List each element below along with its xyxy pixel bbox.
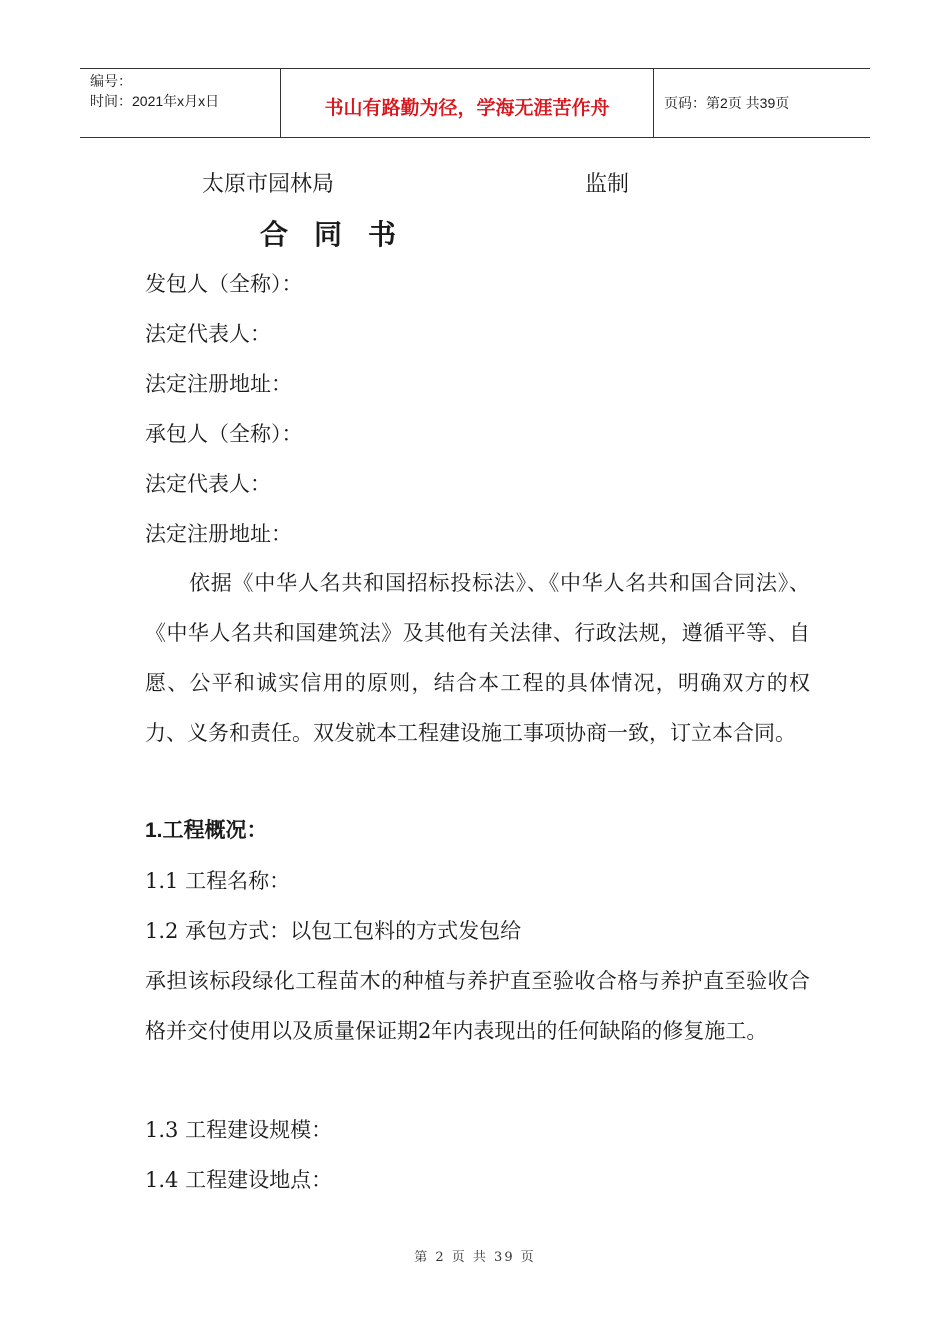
section-1-heading: 1.工程概况： xyxy=(145,819,268,842)
doc-number-label: 编号： xyxy=(90,73,132,89)
supervision-mark: 监制 xyxy=(585,172,630,197)
parties-block xyxy=(145,259,810,559)
party-contractor-name: 承包人（全称）： xyxy=(145,422,303,446)
header-motto: 书山有路勤为径，学海无涯苦作舟 xyxy=(324,96,610,119)
party-contractor-representative: 法定代表人： xyxy=(145,472,271,496)
doc-date-label: 时间：2021年x月x日 xyxy=(90,93,220,109)
header-page-info: 页码：第2页 共39页 xyxy=(664,95,790,111)
item-1-4-project-location: 1.4 工程建设地点： xyxy=(145,1168,333,1192)
page-footer: 第 2 页 共 39 页 xyxy=(414,1250,536,1265)
section-1 xyxy=(145,806,810,956)
header-meta-cell xyxy=(80,69,281,137)
item-1-1-project-name: 1.1 工程名称： xyxy=(145,869,291,893)
document-title: 合同书 xyxy=(260,218,423,251)
party-employer-name: 发包人（全称）： xyxy=(145,272,303,296)
party-employer-representative: 法定代表人： xyxy=(145,322,271,346)
supervising-organization: 太原市园林局 xyxy=(202,172,335,197)
document-header xyxy=(80,68,870,138)
item-1-3-project-scale: 1.3 工程建设规模： xyxy=(145,1118,333,1142)
intro-paragraph: 依据《中华人名共和国招标投标法》、《中华人名共和国合同法》、《中华人名共和国建筑法》及其他有关法律、行政法规，遵循平等、自愿、公平和诚实信用的原则，结合本工程的具体情况，明确双方的权力、义务和责任。双发就本工程建设施工事项协商一致，订立本合同。 xyxy=(145,571,810,745)
section-1-continued xyxy=(145,1105,810,1205)
header-page-cell xyxy=(654,69,870,137)
item-1-2-contract-method: 1.2 承包方式：以包工包料的方式发包给 xyxy=(145,919,522,943)
item-1-2-detail: 承担该标段绿化工程苗木的种植与养护直至验收合格与养护直至验收合格并交付使用以及质量保证期2年内表现出的任何缺陷的修复施工。 xyxy=(145,969,810,1043)
party-employer-address: 法定注册地址： xyxy=(145,372,292,396)
party-contractor-address: 法定注册地址： xyxy=(145,522,292,546)
header-motto-cell xyxy=(281,69,654,137)
